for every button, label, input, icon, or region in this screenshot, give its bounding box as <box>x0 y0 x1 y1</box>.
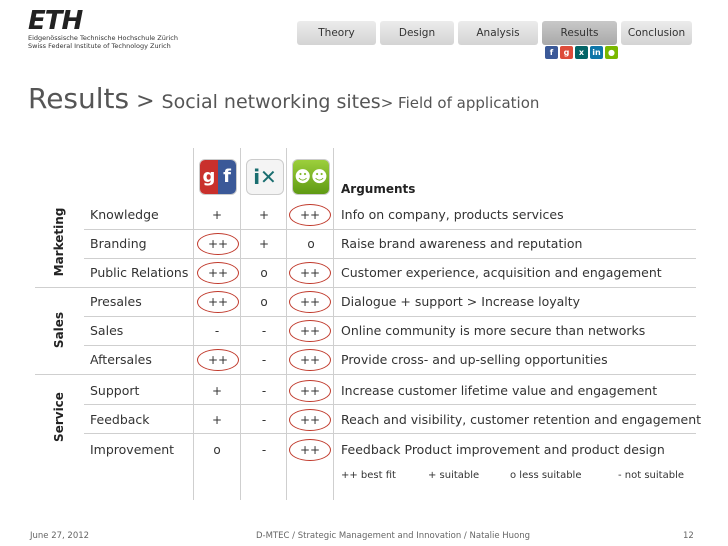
xing-icon: i✕ <box>246 159 284 195</box>
legend-not-suitable: - not suitable <box>618 470 684 481</box>
footer-center: D-MTEC / Strategic Management and Innovation / Natalie Huong <box>256 531 531 541</box>
group-sep <box>35 374 696 375</box>
row-sep <box>84 345 696 346</box>
tab-analysis[interactable]: Analysis <box>458 21 538 45</box>
rating-xing: - <box>261 324 267 338</box>
grid-vline-4 <box>333 148 334 500</box>
rating-community: ++ <box>289 409 331 431</box>
row-name: Branding <box>90 236 147 251</box>
rating-xing: + <box>258 208 270 222</box>
rating-community: ++ <box>289 349 331 371</box>
rating-google-facebook: + <box>211 384 223 398</box>
title-sub: Social networking sites <box>161 91 381 113</box>
tab-results[interactable]: Results <box>542 21 617 45</box>
rating-community: ++ <box>289 380 331 402</box>
row-argument: Dialogue + support > Increase loyalty <box>341 294 581 309</box>
legend-suitable: + suitable <box>428 470 480 481</box>
rating-xing: o <box>260 266 268 280</box>
arguments-header: Arguments <box>341 182 416 196</box>
logo-line1: Eidgenössische Technische Hochschule Zürich <box>28 34 178 42</box>
row-sep <box>84 316 696 317</box>
rating-community: ++ <box>289 204 331 226</box>
group-label-marketing: Marketing <box>52 207 66 277</box>
rating-google-facebook: ++ <box>197 233 239 255</box>
tab-design[interactable]: Design <box>380 21 454 45</box>
rating-google-facebook: - <box>214 324 220 338</box>
rating-xing: - <box>261 443 267 457</box>
rating-xing: - <box>261 384 267 398</box>
page-number: 12 <box>683 531 694 541</box>
rating-google-facebook: o <box>213 443 221 457</box>
logo-mark: ETH <box>28 6 83 36</box>
grid-vline-3 <box>286 148 287 500</box>
row-name: Improvement <box>90 442 175 457</box>
grid-vline-1 <box>193 148 194 500</box>
eth-logo <box>28 6 198 50</box>
tab-theory[interactable]: Theory <box>297 21 376 45</box>
title-separator-2: > <box>380 94 399 112</box>
logo-line2: Swiss Federal Institute of Technology Zurich <box>28 42 171 50</box>
footer-date: June 27, 2012 <box>30 531 90 541</box>
rating-xing: o <box>260 295 268 309</box>
rating-google-facebook: ++ <box>197 262 239 284</box>
row-name: Public Relations <box>90 265 189 280</box>
row-name: Knowledge <box>90 207 159 222</box>
row-argument: Info on company, products services <box>341 207 564 222</box>
rating-xing: - <box>261 413 267 427</box>
xing-small-icon: x <box>575 46 588 59</box>
rating-xing: + <box>258 237 270 251</box>
row-argument: Increase customer lifetime value and engagement <box>341 383 658 398</box>
community-small-icon: ● <box>605 46 618 59</box>
google-plus-icon: g <box>560 46 573 59</box>
legend-best-fit: ++ best fit <box>341 470 396 481</box>
rating-google-facebook: ++ <box>197 291 239 313</box>
rating-xing: - <box>261 353 267 367</box>
rating-community: o <box>307 237 315 251</box>
row-name: Aftersales <box>90 352 152 367</box>
title-separator: > <box>129 89 162 114</box>
group-label-sales: Sales <box>52 311 66 349</box>
row-sep <box>84 404 696 405</box>
rating-google-facebook: + <box>211 208 223 222</box>
rating-community: ++ <box>289 291 331 313</box>
row-argument: Online community is more secure than networks <box>341 323 646 338</box>
row-argument: Reach and visibility, customer retention and engagement <box>341 412 702 427</box>
social-icon-strip <box>545 46 618 60</box>
row-name: Feedback <box>90 412 150 427</box>
rating-google-facebook: + <box>211 413 223 427</box>
row-name: Presales <box>90 294 142 309</box>
community-icon: ☻☻ <box>292 159 330 195</box>
group-sep <box>35 287 696 288</box>
google-facebook-icon: g f <box>199 159 237 195</box>
row-argument: Feedback Product improvement and product design <box>341 442 665 457</box>
linkedin-icon: in <box>590 46 603 59</box>
group-label-service: Service <box>52 392 66 442</box>
row-argument: Raise brand awareness and reputation <box>341 236 583 251</box>
rating-community: ++ <box>289 262 331 284</box>
row-name: Support <box>90 383 140 398</box>
grid-vline-2 <box>240 148 241 500</box>
tab-conclusion[interactable]: Conclusion <box>621 21 692 45</box>
facebook-icon: f <box>545 46 558 59</box>
row-argument: Provide cross- and up-selling opportunities <box>341 352 608 367</box>
row-sep <box>84 258 696 259</box>
row-argument: Customer experience, acquisition and engagement <box>341 265 662 280</box>
rating-google-facebook: ++ <box>197 349 239 371</box>
title-main: Results <box>28 82 130 115</box>
nav-tabs <box>297 21 692 45</box>
rating-community: ++ <box>289 320 331 342</box>
row-sep <box>84 229 696 230</box>
page-title <box>28 82 539 115</box>
rating-community: ++ <box>289 439 331 461</box>
row-name: Sales <box>90 323 124 338</box>
row-sep <box>84 433 696 434</box>
title-sub2: Field of application <box>398 94 540 112</box>
legend-less-suitable: o less suitable <box>510 470 582 481</box>
